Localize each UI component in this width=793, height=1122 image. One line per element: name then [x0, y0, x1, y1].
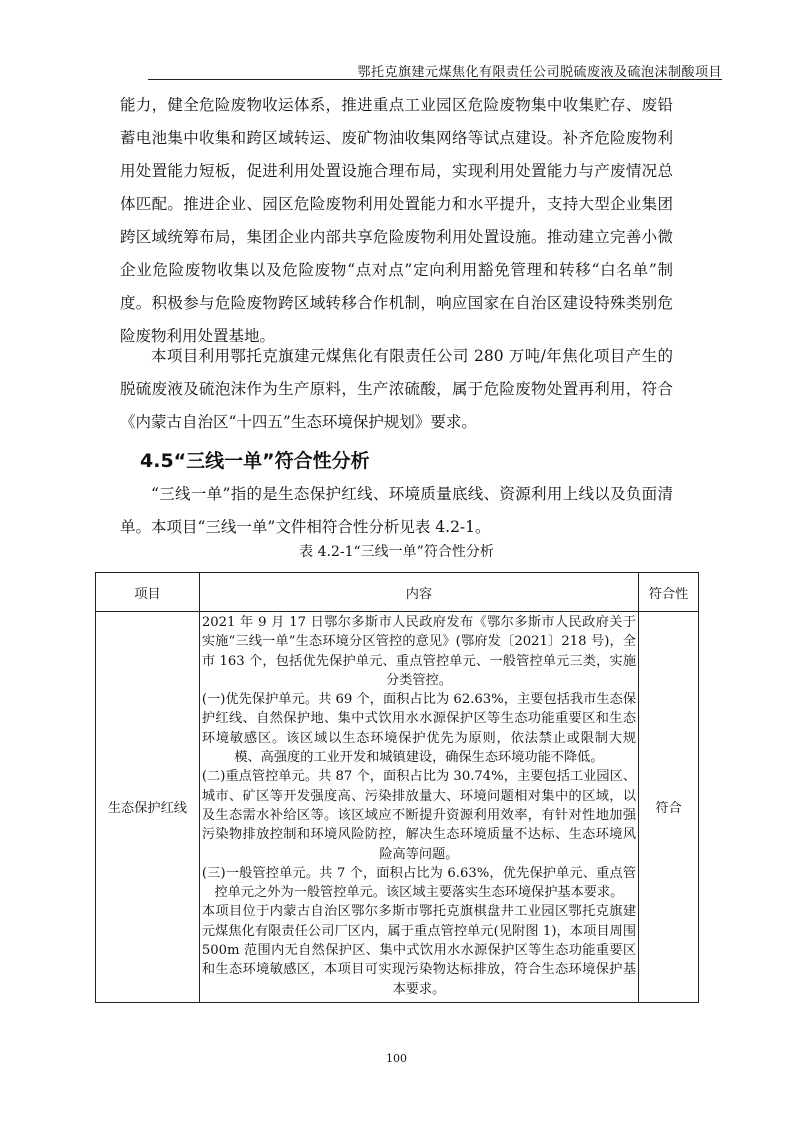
row-compliance-cell: 符合 [639, 612, 699, 1003]
body-paragraph-1: 能力，健全危险废物收运体系，推进重点工业园区危险废物集中收集贮存、废铅蓄电池集中收集和跨区域转运、废矿物油收集网络等试点建设。补齐危险废物利用处置能力短板，促进利用处置设施合理布局，实现利用处置能力与产废情况总体匹配。推进企业、园区危险废物利用处置能力和水平提升，支持大型企业集团跨区域统筹布局，集团企业内部共享危险废物利用处置设施。推动建立完善小微企业危险废物收集以及危险废物“点对点”定向利用豁免管理和转移“白名单”制度。积极参与危险废物跨区域转移合作机制，响应国家在自治区建设特殊类别危险废物利用处置基地。 [120, 96, 673, 345]
content-paragraph-general-unit: (三)一般管控单元。共 7 个，面积占比为 6.63%，优先保护单元、重点管控单元之外为一般管控单元。该区域主要落实生态环境保护基本要求。 [201, 865, 637, 901]
page-number: 100 [386, 1052, 407, 1065]
table-caption: 表 4.2-1“三线一单”符合性分析 [299, 544, 494, 560]
header-compliance: 符合性 [639, 573, 699, 612]
table-header-row [96, 573, 699, 612]
content-paragraph-project: 本项目位于内蒙古自治区鄂尔多斯市鄂托克旗棋盘井工业园区鄂托克旗建元煤焦化有限责任公司厂区内，属于重点管控单元(见附图 1)，本项目周围 500m 范围内无自然保护区、集中式饮用水水源保护区等生态功能重要区和生态环境敏感区，本项目可实现污染物达标排放，符合生态环境保护基本要求。 [201, 904, 637, 997]
table-row [96, 612, 699, 1003]
row-item-cell: 生态保护红线 [96, 612, 200, 1003]
header-rule [148, 79, 722, 80]
row-content-cell [199, 612, 638, 1003]
header-content: 内容 [199, 573, 638, 612]
body-paragraph-2: 本项目利用鄂托克旗建元煤焦化有限责任公司 280 万吨/年焦化项目产生的脱硫废液及硫泡沫作为生产原料，生产浓硫酸，属于危险废物处置再利用，符合《内蒙古自治区“十四五”生态环境保护规划》要求。 [120, 347, 673, 431]
body-paragraph-3: “三线一单”指的是生态保护红线、环境质量底线、资源利用上线以及负面清单。本项目“三线一单”文件相符合性分析见表 4.2-1。 [120, 485, 673, 536]
content-paragraph-intro: 2021 年 9 月 17 日鄂尔多斯市人民政府发布《鄂尔多斯市人民政府关于实施“三线一单”生态环境分区管控的意见》(鄂府发〔2021〕218 号)，全市 163 个，包括优先保护单元、重点管控单元、一般管控单元三类，实施分类管控。 [201, 615, 637, 688]
content-paragraph-priority-unit: (一)优先保护单元。共 69 个，面积占比为 62.63%，主要包括我市生态保护红线、自然保护地、集中式饮用水水源保护区等生态功能重要区和生态环境敏感区。该区域以生态环境保护优先为原则，依法禁止或限制大规模、高强度的工业开发和城镇建设，确保生态环境功能不降低。 [201, 692, 637, 766]
compliance-table [95, 572, 699, 1003]
running-header: 鄂托克旗建元煤焦化有限责任公司脱硫废液及硫泡沫制酸项目 [357, 65, 722, 80]
header-item: 项目 [96, 573, 200, 612]
content-paragraph-key-unit: (二)重点管控单元。共 87 个，面积占比为 30.74%，主要包括工业园区、城市、矿区等开发强度高、污染排放量大、环境问题相对集中的区域，以及生态需水补给区等。该区域应不断提升资源利用效率，有针对性地加强污染物排放控制和环境风险防控，解决生态环境质量不达标、生态环境风险高等问题。 [201, 769, 637, 862]
section-heading: 4.5“三线一单”符合性分析 [140, 450, 370, 472]
